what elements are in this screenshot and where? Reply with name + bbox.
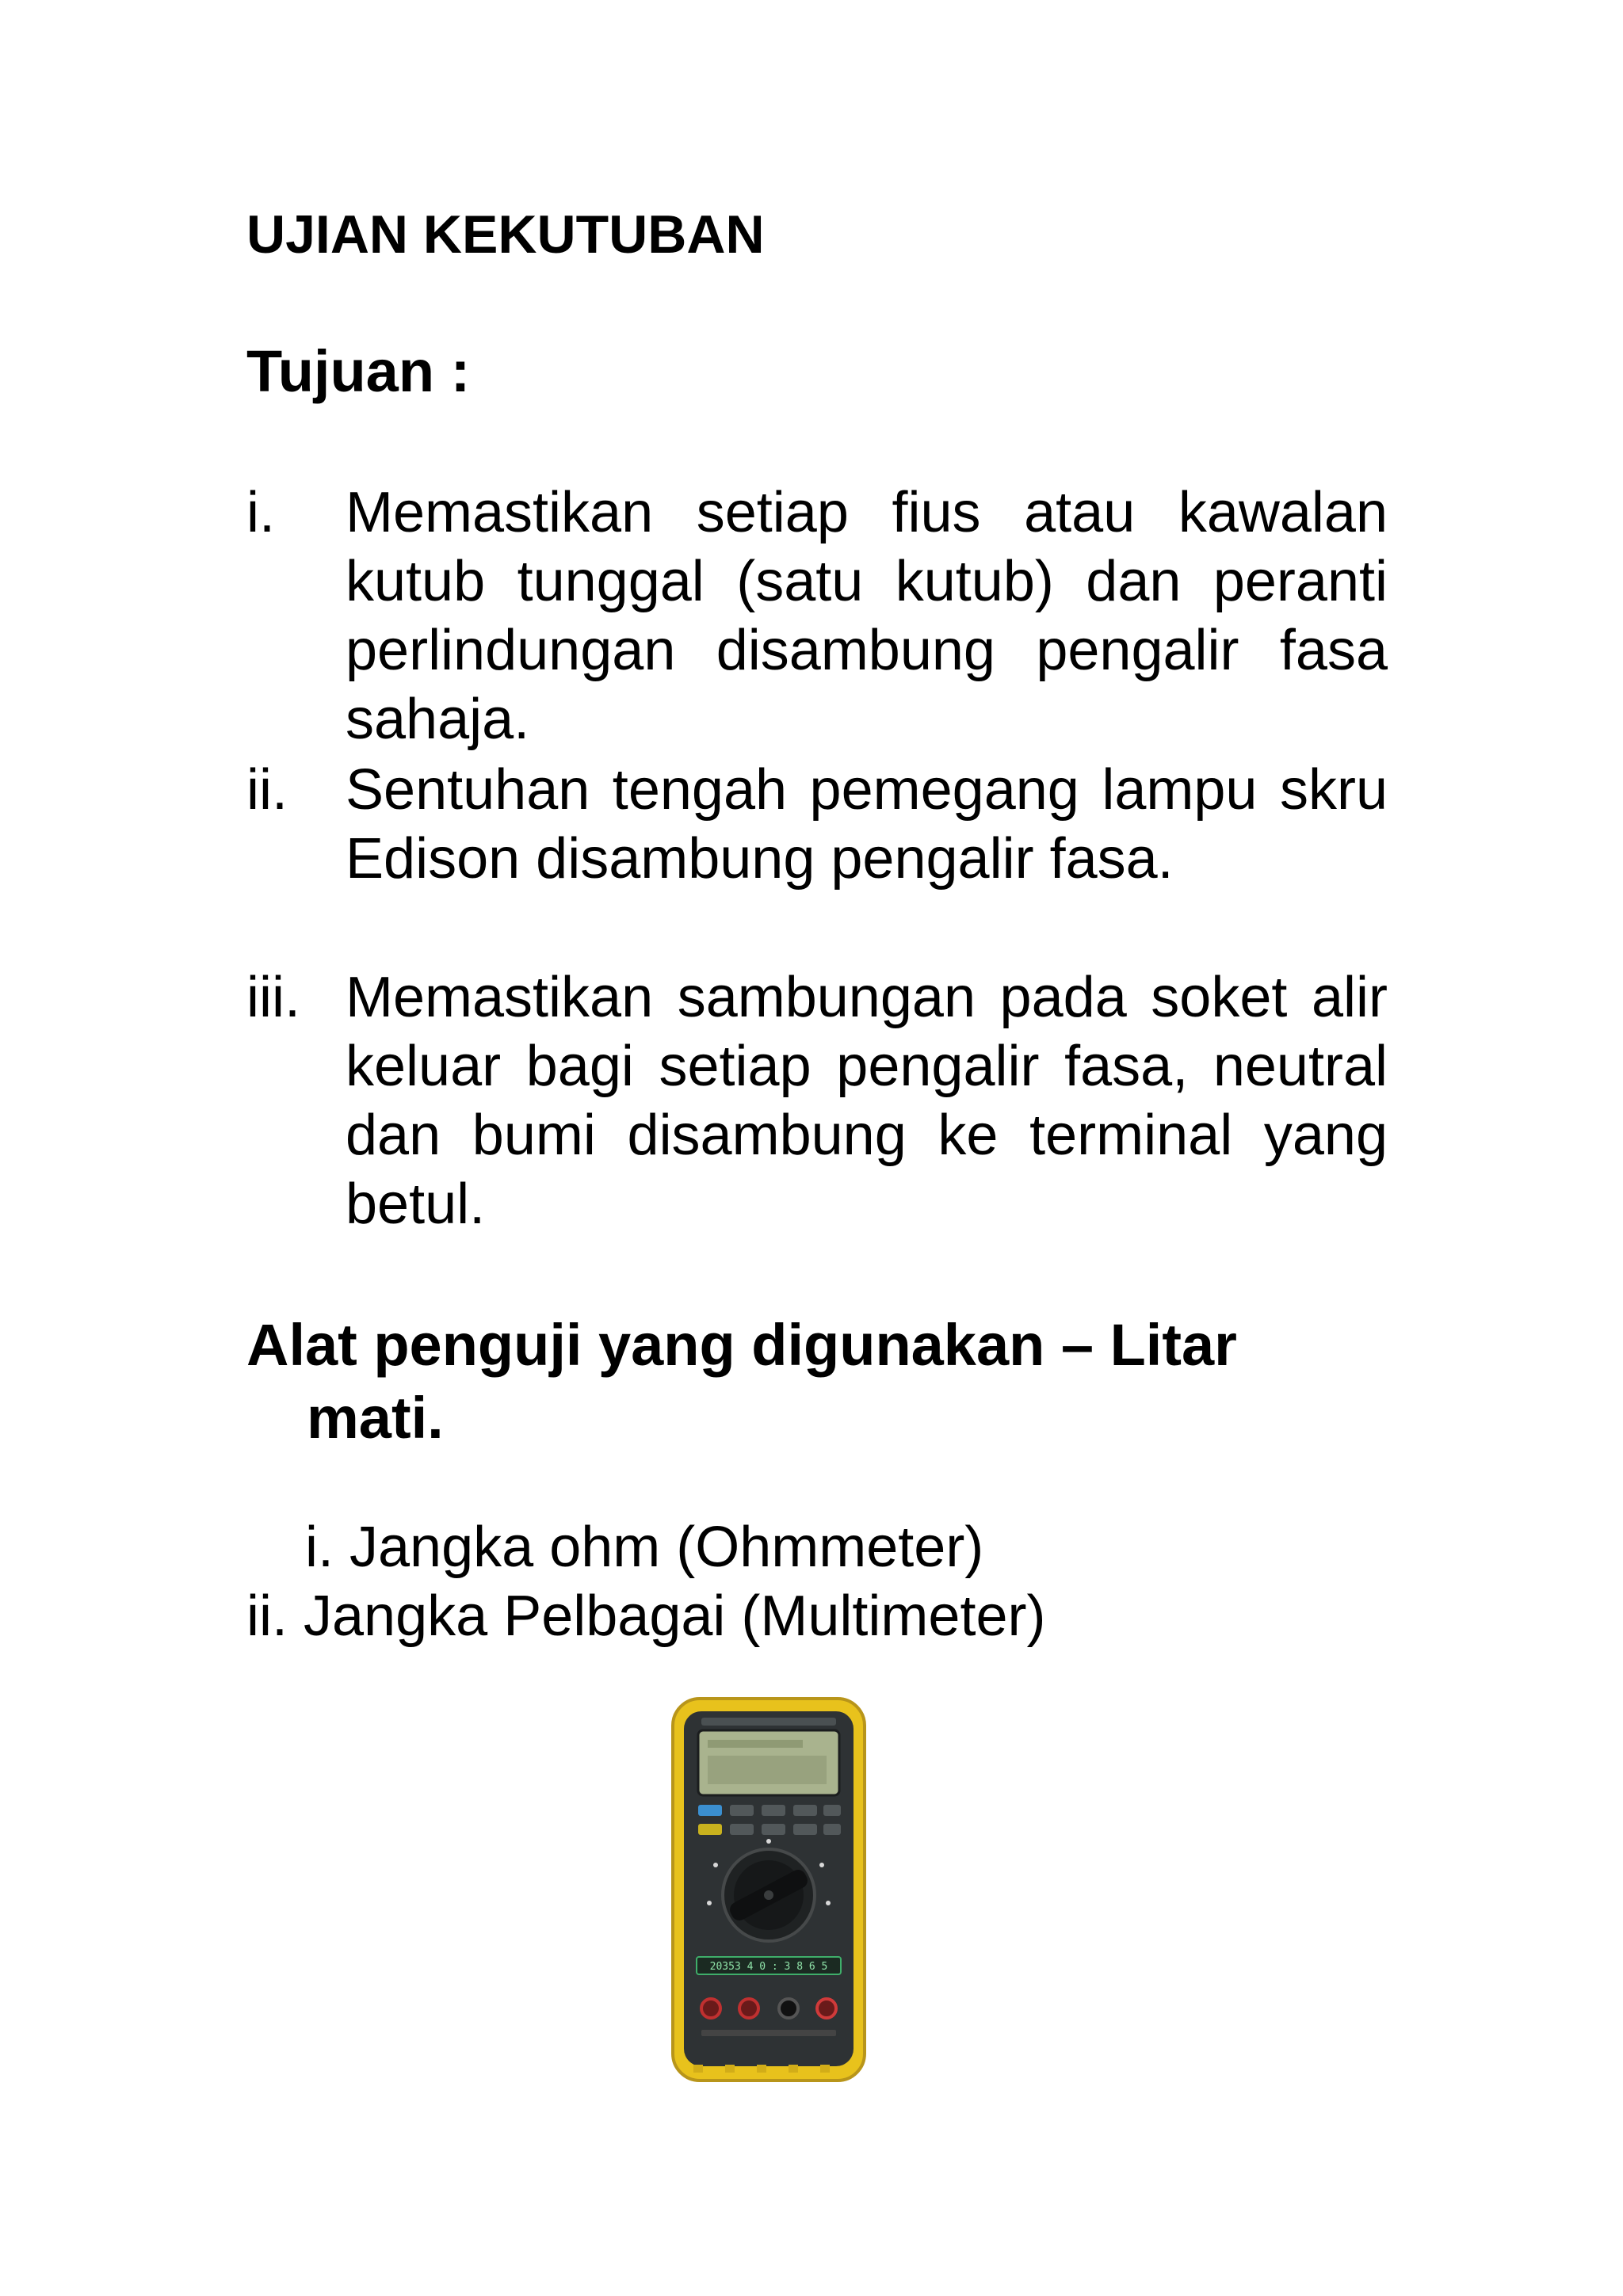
- multimeter-icon: [670, 1695, 868, 2084]
- objective-number: ii.: [246, 758, 288, 822]
- tools-heading: [246, 1309, 1435, 1455]
- objective-text: Memastikan sambungan pada soket alir keluar bagi setiap pengalir fasa, neutral dan bumi disambung ke terminal yang betul.: [346, 966, 1388, 1236]
- document-title: UJIAN KEKUTUBAN: [246, 204, 765, 265]
- objective-number: i.: [246, 481, 275, 544]
- tool-item: [305, 1513, 983, 1582]
- objective-text: Memastikan setiap fius atau kawalan kutub tunggal (satu kutub) dan peranti perlindungan disambung pengalir fasa sahaja.: [346, 481, 1388, 751]
- purpose-heading: Tujuan :: [246, 338, 471, 404]
- objective-text: Sentuhan tengah pemegang lampu skru Edison disambung pengalir fasa.: [346, 758, 1388, 891]
- tool-number: i.: [305, 1516, 334, 1579]
- tool-text: Jangka Pelbagai (Multimeter): [304, 1585, 1046, 1648]
- tool-item: [246, 1582, 1045, 1651]
- objective-number: iii.: [246, 966, 300, 1029]
- tools-heading-line2: mati.: [307, 1385, 444, 1451]
- tool-text: Jangka ohm (Ohmmeter): [349, 1516, 984, 1579]
- tools-heading-line1: Alat penguji yang digunakan – Litar: [246, 1312, 1237, 1378]
- tool-number: ii.: [246, 1585, 288, 1648]
- multimeter-readout: 20353 4 0 : 3 8 6 5: [709, 1961, 828, 1973]
